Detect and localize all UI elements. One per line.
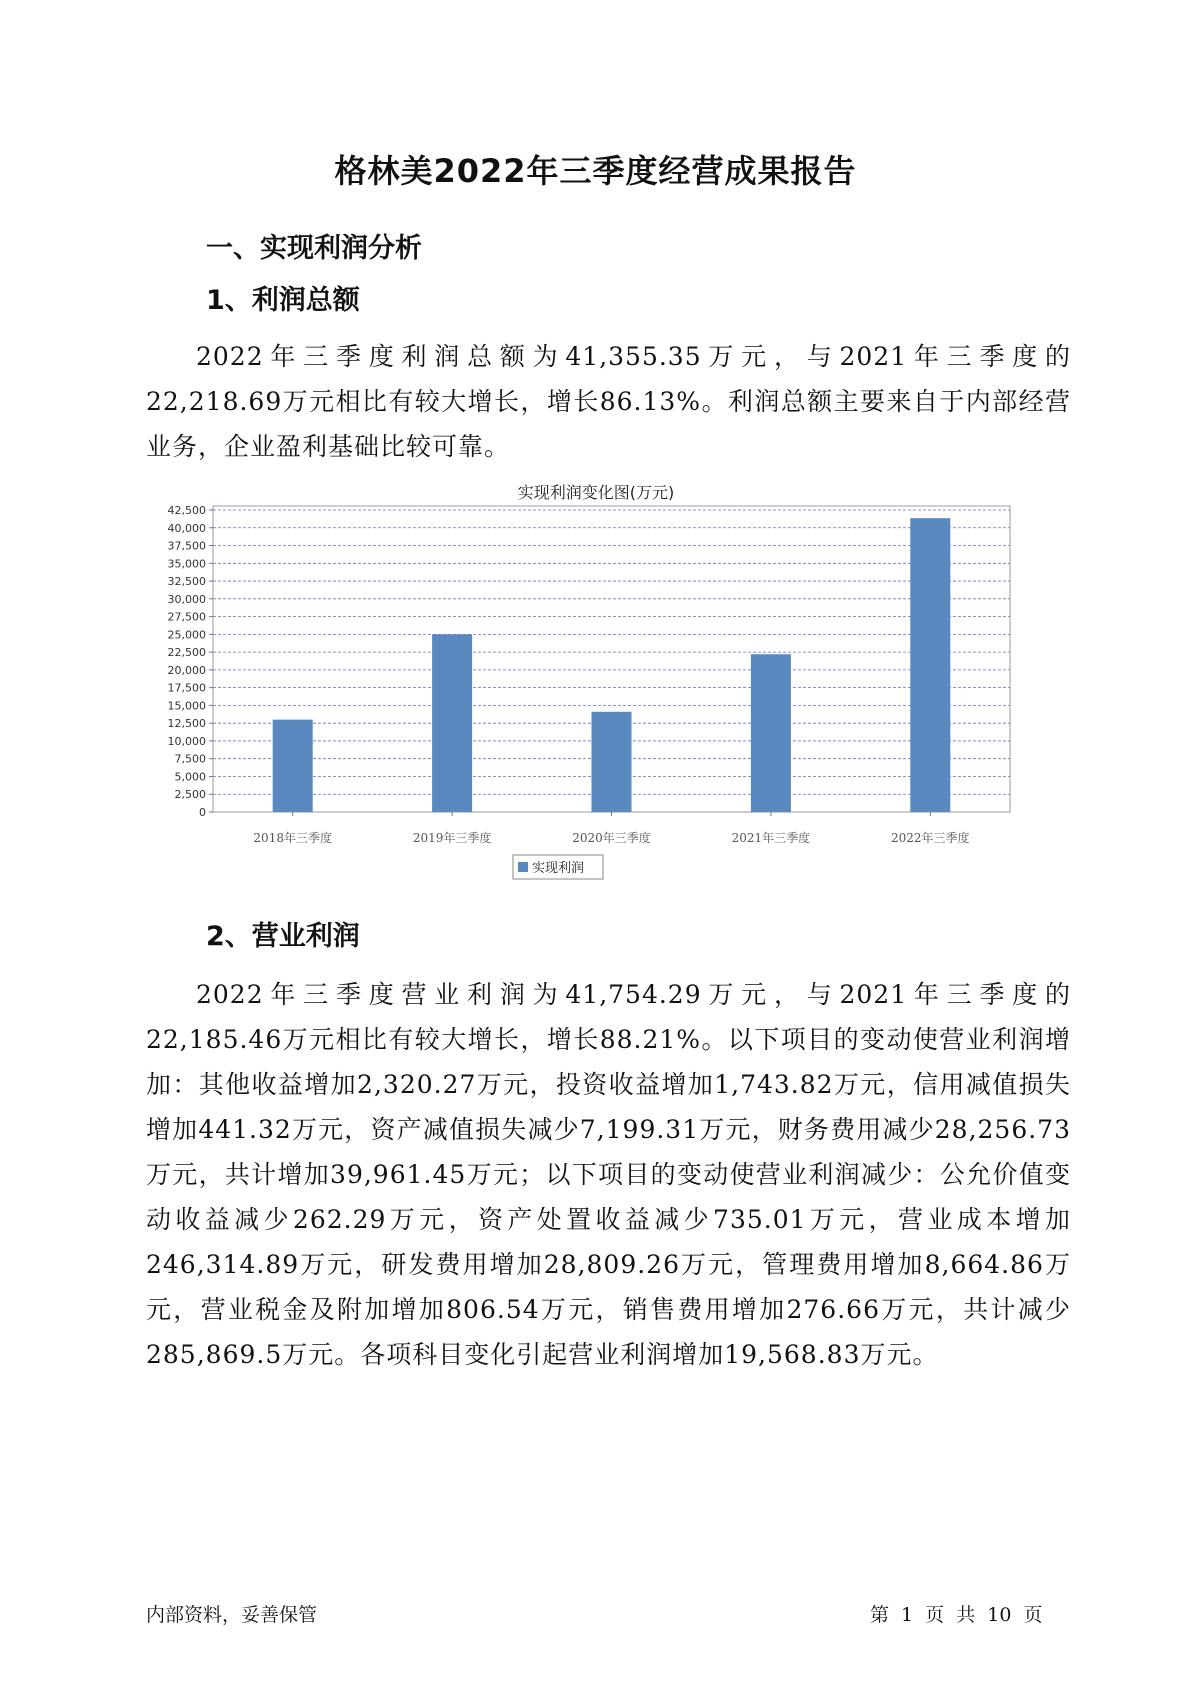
chart-y-tick-label: 12,500 — [167, 717, 206, 731]
chart-y-tick-label: 5,000 — [174, 770, 206, 784]
footer-confidential-note: 内部资料，妥善保管 — [146, 1604, 318, 1626]
chart-legend-label: 实现利润 — [532, 861, 585, 876]
section-heading-profit-analysis: 一、实现利润分析 — [206, 233, 422, 264]
chart-y-tick-label: 0 — [199, 806, 206, 819]
chart-x-tick-label: 2020年三季度 — [572, 831, 651, 845]
chart-bar — [910, 518, 950, 812]
chart-y-tick-label: 10,000 — [167, 734, 206, 748]
paragraph-total-profit: 2022年三季度利润总额为41,355.35万元，与2021年三季度的22,218.69万元相比有较大增长，增长86.13%。利润总额主要来自于内部经营业务，企业盈利基础比较可靠。 — [146, 342, 1071, 461]
chart-bar — [432, 634, 472, 812]
chart-x-tick-label: 2019年三季度 — [412, 831, 492, 845]
chart-bar — [751, 654, 791, 812]
paragraph-operating-profit: 2022年三季度营业利润为41,754.29万元，与2021年三季度的22,185.46万元相比有较大增长，增长88.21%。以下项目的变动使营业利润增加：其他收益增加2,320.27万元，投资收益增加1,743.82万元，信用减值损失增加441.32万元，资产减值损失减少7,199.31万元，财务费用减少28,256.73万元，共计增加39,961.45万元；以下项目的变动使营业利润减少：公允价值变动收益减少262.29万元，资产处置收益减少735.01万元，营业成本增加246,314.89万元，研发费用增加28,809.26万元，管理费用增加8,664.86万元，营业税金及附加增加806.54万元，销售费用增加276.66万元，共计减少285,869.5万元。各项科目变化引起营业利润增加19,568.83万元。 — [146, 980, 1071, 1369]
chart-x-tick-label: 2022年三季度 — [891, 831, 970, 845]
chart-y-tick-label: 7,500 — [174, 752, 206, 766]
chart-y-tick-label: 35,000 — [167, 557, 206, 571]
subsection-heading-operating-profit: 2、营业利润 — [206, 921, 360, 952]
page-title: 格林美2022年三季度经营成果报告 — [334, 152, 857, 190]
chart-y-tick-label: 32,500 — [167, 575, 206, 589]
profit-bar-chart — [160, 483, 1040, 900]
chart-legend-swatch — [518, 862, 528, 872]
chart-y-tick-label: 42,500 — [167, 504, 206, 517]
subsection-heading-total-profit: 1、利润总额 — [206, 285, 360, 316]
chart-y-tick-label: 37,500 — [167, 539, 206, 553]
chart-x-tick-label: 2021年三季度 — [731, 831, 811, 845]
chart-y-tick-label: 15,000 — [167, 699, 206, 713]
chart-y-tick-label: 20,000 — [167, 663, 206, 677]
chart-y-tick-label: 25,000 — [167, 628, 206, 642]
chart-y-tick-label: 30,000 — [167, 592, 206, 606]
chart-bar — [273, 720, 313, 812]
chart-x-tick-label: 2018年三季度 — [253, 831, 332, 845]
chart-y-tick-label: 40,000 — [167, 521, 206, 535]
footer-page-number: 第 1 页 共 10 页 — [870, 1604, 1043, 1626]
chart-y-tick-label: 22,500 — [167, 646, 206, 660]
chart-y-tick-label: 27,500 — [167, 610, 206, 624]
chart-title: 实现利润变化图(万元) — [517, 483, 675, 502]
chart-y-tick-label: 2,500 — [174, 788, 206, 802]
chart-y-tick-label: 17,500 — [167, 681, 206, 695]
chart-bar — [592, 712, 632, 812]
